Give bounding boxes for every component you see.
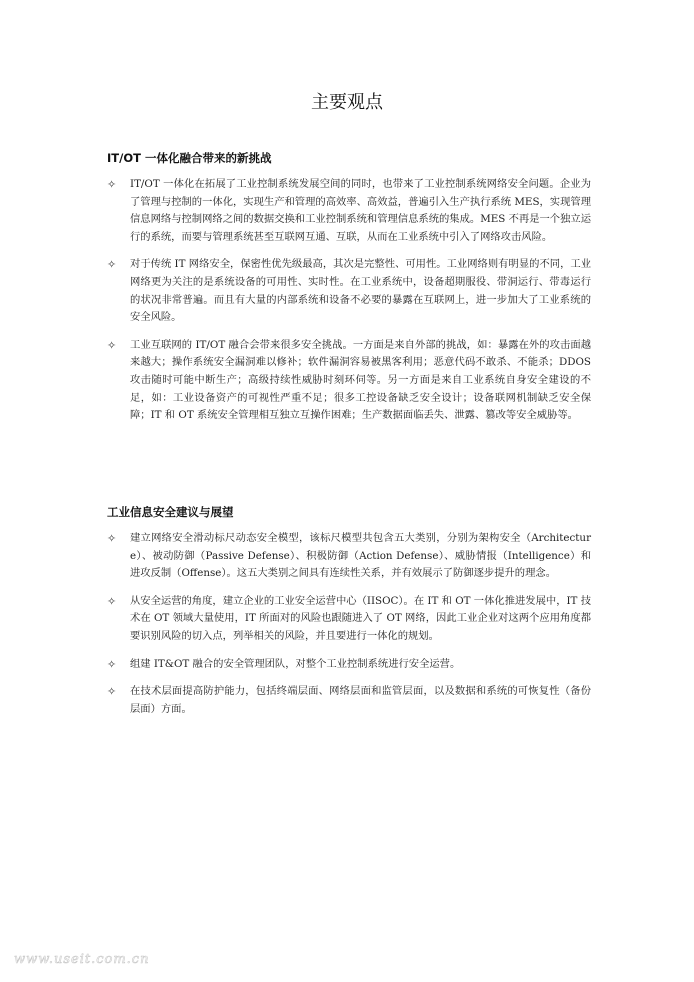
list-item-text: IT/OT 一体化在拓展了工业控制系统发展空间的同时，也带来了工业控制系统网络安全问题。企业为了管理与控制的一体化，实现生产和管理的高效率、高效益，普遍引入生产执行系统 MES，实现管理信息网络与控制网络之间的数据交换和工业控制系统和管理信息系统的集成。MES 不再是一个独立运行的系统，而要与管理系统甚至互联网互通、互联，从而在工业系统中引入了网络攻击风险。 [130,178,591,243]
diamond-outline-icon: ✧ [107,594,117,608]
list-item [107,656,591,674]
diamond-outline-icon: ✧ [107,178,117,191]
list-item [107,176,591,246]
list-item [107,530,591,583]
section-recommendations [107,504,591,728]
diamond-outline-icon: ✧ [107,338,117,352]
diamond-outline-icon: ✧ [107,657,117,671]
bullet-list [107,176,591,425]
diamond-outline-icon: ✧ [107,685,117,699]
list-item-text: 在技术层面提高防护能力，包括终端层面、网络层面和监管层面，以及数据和系统的可恢复性（备份层面）方面。 [130,685,591,715]
list-item [107,683,591,718]
watermark: www.useit.com.cn [14,952,150,967]
section-heading: IT/OT 一体化融合带来的新挑战 [107,151,272,165]
list-item-text: 对于传统 IT 网络安全，保密性优先级最高，其次是完整性、可用性。工业网络则有明显的不同，工业网络更为关注的是系统设备的可用性、实时性。在工业系统中，设备超期服役、带洞运行、带毒运行的状况非常普遍。而且有大量的内部系统和设备不必要的暴露在互联网上，进一步加大了工业系统的安全风险。 [130,258,591,324]
diamond-outline-icon: ✧ [107,532,117,545]
list-item-text: 组建 IT&OT 融合的安全管理团队，对整个工业控制系统进行安全运营。 [130,657,461,670]
list-item-text: 建立网络安全滑动标尺动态安全模型，该标尺模型共包含五大类别，分别为架构安全（Architecture）、被动防御（Passive Defense）、积极防御（Action Defense）、威胁情报（Intelligence）和进攻反制（Offense）。这五大类别之间具有连续性关系，并有效展示了防御逐步提升的理念。 [130,532,591,580]
list-item [107,593,591,646]
bullet-list [107,530,591,718]
list-item [107,256,591,326]
page-title: 主要观点 [311,92,383,113]
list-item-text: 工业互联网的 IT/OT 融合会带来很多安全挑战。一方面是来自外部的挑战，如：暴露在外的攻击面越来越大；操作系统安全漏洞难以修补；软件漏洞容易被黑客利用；恶意代码不敢杀、不能杀；DDOS 攻击随时可能中断生产；高级持续性威胁时刻环伺等。另一方面是来自工业系统自身安全建设的不足，如：工业设备资产的可视性严重不足；很多工控设备缺乏安全设计；设备联网机制缺乏安全保障；IT 和 OT 系统安全管理相互独立互操作困难；生产数据面临丢失、泄露、篡改等安全威胁等。 [130,338,591,422]
section-heading: 工业信息安全建议与展望 [107,505,234,519]
list-item-text: 从安全运营的角度，建立企业的工业安全运营中心（IISOC）。在 IT 和 OT 一体化推进发展中，IT 技术在 OT 领域大量使用，IT 所面对的风险也跟随进入了 OT 网络，因此工业企业对这两个应用角度都要识别风险的切入点，列举相关的风险，并且要进行一体化的规划。 [130,594,591,642]
section-challenges [107,150,591,435]
list-item [107,337,591,425]
diamond-outline-icon: ✧ [107,258,117,272]
